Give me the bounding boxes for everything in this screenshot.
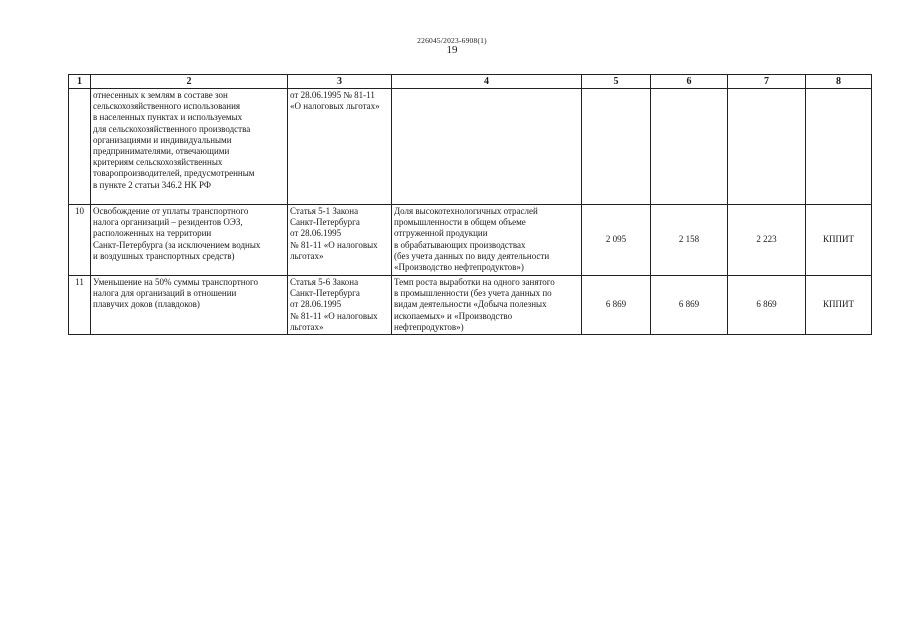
value-col5	[582, 89, 651, 205]
row-number	[69, 89, 91, 205]
table-row	[69, 276, 872, 335]
target-indicator: Темп роста выработки на одного занятого в промышленности (без учета данных по видам деятельности «Добыча полезных ископаемых» и «Производство нефтепродуктов»)	[392, 276, 582, 335]
legal-basis: Статья 5-6 Закона Санкт-Петербурга от 28.06.1995 № 81-11 «О налоговых льготах»	[288, 276, 392, 335]
tax-benefits-table	[68, 74, 872, 335]
value-col6: 6 869	[651, 276, 728, 335]
legal-basis: Статья 5-1 Закона Санкт-Петербурга от 28.06.1995 № 81-11 «О налоговых льготах»	[288, 205, 392, 276]
column-header-6: 6	[651, 75, 728, 89]
column-header-5: 5	[582, 75, 651, 89]
value-col7	[728, 89, 806, 205]
legal-basis: от 28.06.1995 № 81-11 «О налоговых льготах»	[288, 89, 392, 205]
benefit-description: Освобождение от уплаты транспортного налога организаций – резидентов ОЭЗ, расположенных на территории Санкт-Петербурга (за исключением водных и воздушных транспортных средств)	[91, 205, 288, 276]
value-col6	[651, 89, 728, 205]
target-indicator: Доля высокотехнологичных отраслей промышленности в общем объеме отгруженной продукции в обрабатывающих производствах (без учета данных по виду деятельности «Производство нефтепродуктов»)	[392, 205, 582, 276]
value-col7: 2 223	[728, 205, 806, 276]
value-col5: 6 869	[582, 276, 651, 335]
column-header-7: 7	[728, 75, 806, 89]
column-header-8: 8	[806, 75, 872, 89]
column-header-3: 3	[288, 75, 392, 89]
page-number: 19	[446, 44, 458, 56]
target-indicator	[392, 89, 582, 205]
benefit-description: Уменьшение на 50% суммы транспортного налога для организаций в отношении плавучих доков (плавдоков)	[91, 276, 288, 335]
table-row	[69, 205, 872, 276]
document-id: 226045/2023-6908(1)	[417, 36, 487, 45]
table-row	[69, 89, 872, 205]
value-col5: 2 095	[582, 205, 651, 276]
column-header-1: 1	[69, 75, 91, 89]
row-number: 10	[69, 205, 91, 276]
column-header-2: 2	[91, 75, 288, 89]
column-number-row	[69, 75, 872, 89]
row-number: 11	[69, 276, 91, 335]
column-header-4: 4	[392, 75, 582, 89]
responsible-body: КППИТ	[806, 205, 872, 276]
responsible-body: КППИТ	[806, 276, 872, 335]
value-col7: 6 869	[728, 276, 806, 335]
responsible-body	[806, 89, 872, 205]
value-col6: 2 158	[651, 205, 728, 276]
benefit-description: отнесенных к землям в составе зон сельскохозяйственного использования в населенных пунктах и используемых для сельскохозяйственного производства организациями и индивидуальными предпринимателями, отвечающими критериям сельскохозяйственных товаропроизводителей, предусмотренным в пункте 2 статьи 346.2 НК РФ	[91, 89, 288, 205]
